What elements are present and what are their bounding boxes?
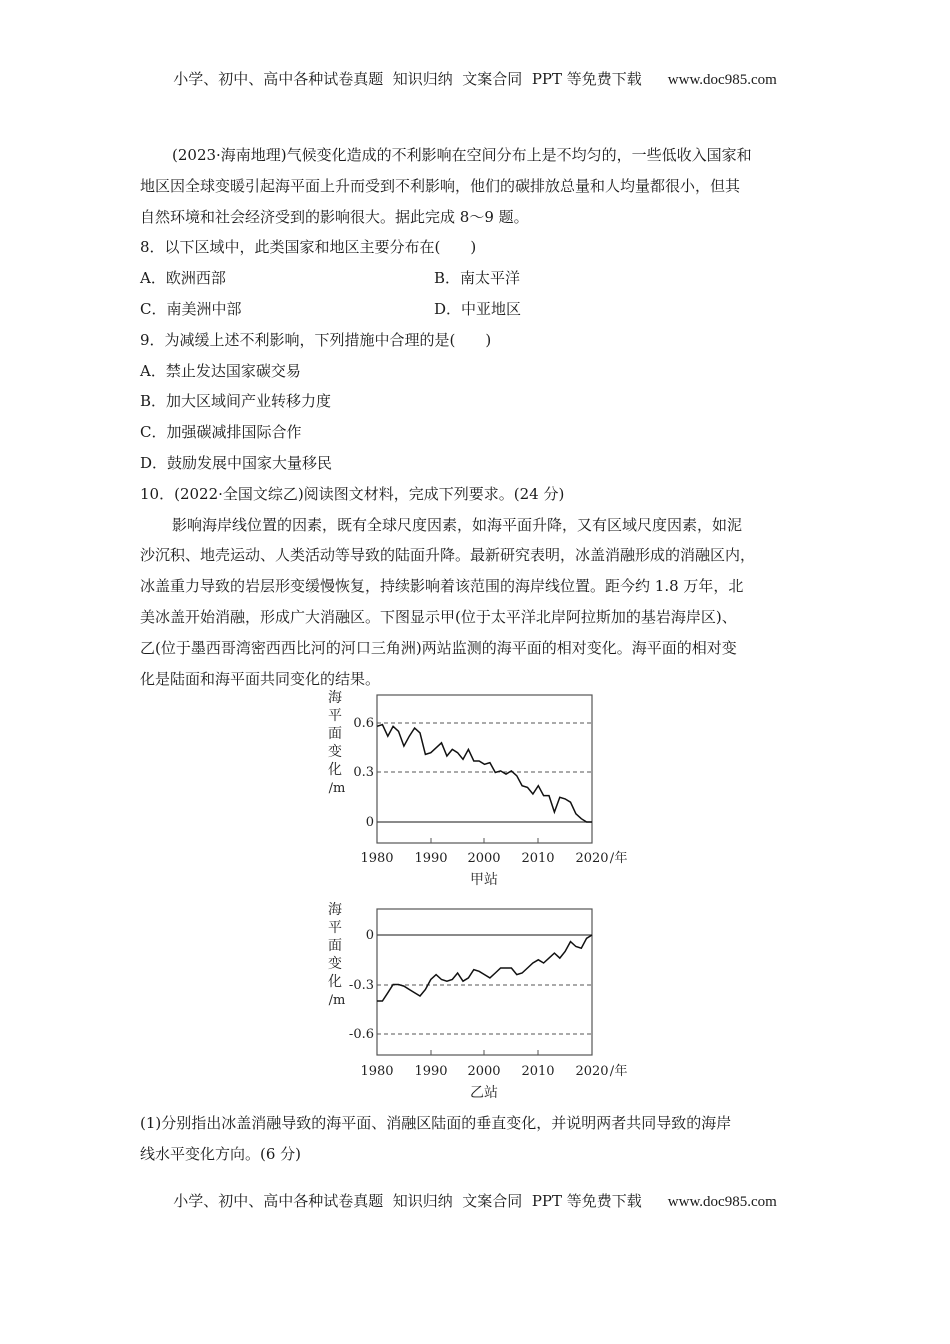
series-line — [377, 725, 592, 822]
plot-frame — [377, 909, 592, 1055]
svg-text:2020: 2020 — [575, 851, 609, 866]
svg-text:0: 0 — [365, 928, 374, 943]
chart-title: 甲站 — [470, 872, 498, 888]
footer-text: 小学、初中、高中各种试卷真题 知识归纳 文案合同 PPT 等免费下载 — [173, 1192, 642, 1210]
option-b: B．加大区域间产业转移力度 — [140, 392, 332, 411]
option-row — [140, 263, 812, 294]
svg-text:化: 化 — [328, 762, 342, 778]
material-line: 影响海岸线位置的因素，既有全球尺度因素，如海平面升降，又有区域尺度因素，如泥 — [172, 515, 743, 534]
option-c: C．南美洲中部 — [140, 299, 242, 318]
header-text: 小学、初中、高中各种试卷真题 知识归纳 文案合同 PPT 等免费下载 — [173, 70, 642, 88]
svg-text:2010: 2010 — [521, 851, 555, 866]
intro-line: 自然环境和社会经济受到的影响很大。据此完成 8～9 题。 — [140, 207, 529, 226]
material-line: 化是陆面和海平面共同变化的结果。 — [140, 669, 381, 688]
svg-text:面: 面 — [328, 726, 342, 742]
material-line: 美冰盖开始消融，形成广大消融区。下图显示甲(位于太平洋北岸阿拉斯加的基岩海岸区)、 — [140, 607, 737, 626]
series-line — [377, 935, 592, 1001]
plot-frame — [377, 695, 592, 843]
svg-text:平: 平 — [328, 920, 342, 936]
chart-title: 乙站 — [470, 1085, 498, 1101]
intro-line: (2023·海南地理)气候变化造成的不利影响在空间分布上是不均匀的，一些低收入国家和 — [172, 146, 752, 164]
footer-url[interactable]: www.doc985.com — [667, 1194, 777, 1210]
svg-text:化: 化 — [328, 974, 342, 990]
svg-text:变: 变 — [328, 956, 342, 972]
svg-text:/: / — [609, 851, 615, 866]
sub-question-line: 线水平变化方向。(6 分) — [140, 1144, 302, 1163]
material-line: 沙沉积、地壳运动、人类活动等导致的陆面升降。最新研究表明，冰盖消融形成的消融区内， — [140, 546, 756, 565]
x-ticks — [377, 838, 592, 843]
svg-text:1990: 1990 — [414, 1064, 448, 1079]
sub-question-line: (1)分别指出冰盖消融导致的海平面、消融区陆面的垂直变化，并说明两者共同导致的海岸 — [140, 1114, 732, 1132]
option-a: A．欧洲西部 — [140, 269, 226, 288]
svg-text:年: 年 — [614, 1064, 628, 1079]
option-c: C．加强碳减排国际合作 — [140, 423, 302, 442]
svg-text:/m: /m — [328, 781, 346, 796]
svg-text:0.6: 0.6 — [353, 716, 374, 731]
page-header — [0, 68, 950, 89]
y-axis-label — [328, 902, 345, 1008]
svg-text:年: 年 — [614, 851, 628, 866]
svg-text:1990: 1990 — [414, 851, 448, 866]
svg-text:2000: 2000 — [467, 1064, 501, 1079]
chart-yi — [328, 902, 628, 1101]
question-10-sub-1 — [140, 1108, 812, 1170]
svg-text:1980: 1980 — [360, 851, 394, 866]
svg-text:面: 面 — [328, 938, 342, 954]
question-8 — [140, 232, 812, 324]
svg-text:-0.3: -0.3 — [348, 978, 374, 993]
svg-text:平: 平 — [328, 708, 342, 724]
svg-text:2010: 2010 — [521, 1064, 555, 1079]
material-line: 乙(位于墨西哥湾密西西比河的河口三角洲)两站监测的海平面的相对变化。海平面的相对变 — [140, 638, 737, 657]
svg-text:/: / — [609, 1064, 615, 1079]
svg-text:海: 海 — [328, 690, 342, 706]
y-axis-label — [328, 690, 345, 796]
svg-text:海: 海 — [328, 902, 342, 918]
question-stem: 9．为减缓上述不利影响，下列措施中合理的是( ) — [140, 330, 492, 349]
option-b: B．南太平洋 — [434, 269, 521, 288]
question-stem: 10．(2022·全国文综乙)阅读图文材料，完成下列要求。(24 分) — [140, 484, 565, 503]
svg-text:1980: 1980 — [360, 1064, 394, 1079]
question-9 — [140, 325, 812, 479]
svg-text:0.3: 0.3 — [353, 765, 374, 780]
option-row — [140, 294, 812, 325]
y-tick-labels — [353, 716, 374, 830]
x-ticks — [377, 1050, 592, 1055]
intro-line: 地区因全球变暖引起海平面上升而受到不利影响，他们的碳排放总量和人均量都很小，但其 — [140, 176, 741, 195]
x-tick-labels — [360, 850, 627, 866]
svg-text:0: 0 — [365, 815, 374, 830]
option-d: D．中亚地区 — [434, 299, 522, 318]
y-tick-labels — [349, 928, 374, 1042]
page-footer — [0, 1190, 950, 1211]
svg-text:2020: 2020 — [575, 1064, 609, 1079]
svg-text:变: 变 — [328, 744, 342, 760]
svg-text:2000: 2000 — [467, 851, 501, 866]
intro-paragraph — [140, 140, 812, 232]
chart-jia — [328, 690, 628, 888]
svg-text:/m: /m — [328, 993, 346, 1008]
option-a: A．禁止发达国家碳交易 — [140, 361, 301, 380]
document-body — [140, 140, 812, 694]
svg-text:-0.6: -0.6 — [348, 1027, 374, 1042]
question-10 — [140, 479, 812, 695]
question-stem: 8．以下区域中，此类国家和地区主要分布在( ) — [140, 238, 477, 257]
option-d: D．鼓励发展中国家大量移民 — [140, 453, 333, 472]
x-tick-labels — [360, 1063, 627, 1079]
header-url[interactable]: www.doc985.com — [667, 72, 777, 88]
material-line: 冰盖重力导致的岩层形变缓慢恢复，持续影响着该范围的海岸线位置。距今约 1.8 万年，北 — [140, 577, 744, 596]
